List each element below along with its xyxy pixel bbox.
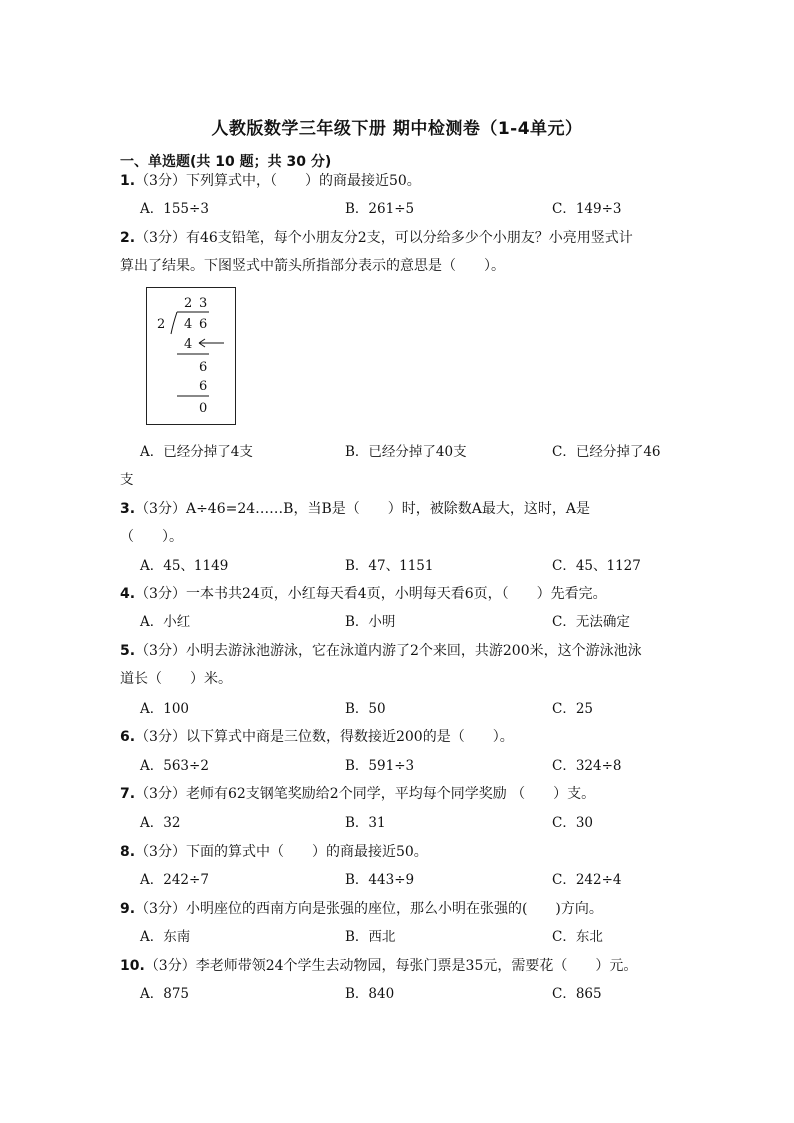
option-a: A．242÷7 bbox=[140, 872, 209, 888]
option-c: C．东北 bbox=[552, 929, 603, 945]
step3-digit: 6 bbox=[199, 379, 208, 394]
option-c: C．已经分掉了46 bbox=[552, 444, 661, 460]
question-3 bbox=[120, 499, 680, 519]
question-stem: （3分）下面的算式中（ ）的商最接近50。 bbox=[135, 844, 428, 860]
option-a: A．东南 bbox=[140, 929, 191, 945]
step2-digit: 6 bbox=[199, 360, 208, 375]
option-a: A．155÷3 bbox=[140, 201, 209, 217]
page-title: 人教版数学三年级下册 期中检测卷（1-4单元） bbox=[211, 119, 583, 139]
question-3-line-2: （ ）。 bbox=[120, 529, 183, 545]
option-b: B．小明 bbox=[345, 614, 396, 630]
question-stem: （3分）小明去游泳池游泳，它在泳道内游了2个来回，共游200米，这个游泳池泳 bbox=[135, 643, 642, 659]
dividend-digit-1: 4 bbox=[184, 317, 193, 332]
question-10 bbox=[120, 956, 680, 976]
quotient-digit-1: 2 bbox=[184, 296, 193, 311]
question-stem: （3分）下列算式中，（ ）的商最接近50。 bbox=[135, 173, 421, 189]
question-6 bbox=[120, 727, 680, 747]
step1-digit: 4 bbox=[184, 337, 193, 352]
remainder-digit: 0 bbox=[199, 401, 208, 416]
question-5-line-2: 道长（ ）米。 bbox=[120, 671, 232, 687]
option-b: B．591÷3 bbox=[345, 758, 415, 774]
option-a: A．小红 bbox=[140, 614, 191, 630]
division-bracket bbox=[171, 312, 177, 334]
option-b: B．西北 bbox=[345, 929, 396, 945]
option-b: B．47、1151 bbox=[345, 558, 434, 574]
question-2-line-2: 算出了结果。下图竖式中箭头所指部分表示的意思是（ ）。 bbox=[120, 258, 505, 274]
option-c: C．865 bbox=[552, 986, 602, 1002]
question-number: 7. bbox=[120, 786, 136, 802]
option-b: B．50 bbox=[345, 701, 386, 717]
option-c: C．45、1127 bbox=[552, 558, 641, 574]
dividend-digit-2: 6 bbox=[199, 317, 208, 332]
question-number: 5. bbox=[120, 643, 136, 659]
section-heading: 一、单选题(共 10 题；共 30 分) bbox=[120, 154, 332, 170]
divisor-digit: 2 bbox=[157, 317, 166, 332]
question-number: 2. bbox=[120, 230, 136, 246]
option-a: A．875 bbox=[140, 986, 190, 1002]
question-8 bbox=[120, 842, 680, 862]
option-c: C．242÷4 bbox=[552, 872, 622, 888]
option-a: A．已经分掉了4支 bbox=[140, 444, 253, 460]
question-2-option-wrap: 支 bbox=[120, 472, 134, 488]
question-stem: （3分）有46支铅笔，每个小朋友分2支，可以分给多少个小朋友？小亮用竖式计 bbox=[135, 230, 633, 246]
question-stem: （3分）李老师带领24个学生去动物园，每张门票是35元，需要花（ ）元。 bbox=[144, 958, 638, 974]
quotient-digit-2: 3 bbox=[199, 296, 208, 311]
question-number: 8. bbox=[120, 844, 136, 860]
long-division-figure bbox=[146, 287, 236, 425]
question-stem: （3分）小明座位的西南方向是张强的座位，那么小明在张强的( )方向。 bbox=[135, 901, 603, 917]
option-a: A．32 bbox=[140, 815, 181, 831]
question-stem: （3分）老师有62支钢笔奖励给2个同学，平均每个同学奖励 （ ）支。 bbox=[135, 786, 596, 802]
question-number: 10. bbox=[120, 958, 145, 974]
question-number: 3. bbox=[120, 501, 136, 517]
option-c: C．无法确定 bbox=[552, 614, 630, 630]
option-b: B．已经分掉了40支 bbox=[345, 444, 467, 460]
question-7 bbox=[120, 784, 680, 804]
option-b: B．840 bbox=[345, 986, 395, 1002]
option-a: A．45、1149 bbox=[140, 558, 229, 574]
option-a: A．100 bbox=[140, 701, 190, 717]
question-number: 1. bbox=[120, 173, 136, 189]
question-9 bbox=[120, 899, 680, 919]
option-c: C．324÷8 bbox=[552, 758, 622, 774]
question-number: 6. bbox=[120, 729, 136, 745]
option-c: C．30 bbox=[552, 815, 594, 831]
question-4 bbox=[120, 584, 680, 604]
question-stem: （3分）一本书共24页，小红每天看4页，小明每天看6页，（ ）先看完。 bbox=[135, 586, 607, 602]
option-b: B．31 bbox=[345, 815, 386, 831]
question-1 bbox=[120, 171, 680, 191]
question-number: 9. bbox=[120, 901, 136, 917]
question-number: 4. bbox=[120, 586, 136, 602]
option-c: C．149÷3 bbox=[552, 201, 622, 217]
long-division-svg bbox=[147, 288, 237, 426]
option-b: B．261÷5 bbox=[345, 201, 415, 217]
option-c: C．25 bbox=[552, 701, 594, 717]
question-stem: （3分）以下算式中商是三位数，得数接近200的是（ ）。 bbox=[135, 729, 514, 745]
option-a: A．563÷2 bbox=[140, 758, 209, 774]
option-b: B．443÷9 bbox=[345, 872, 415, 888]
question-2 bbox=[120, 228, 680, 248]
question-stem: （3分）A÷46=24……B，当B是（ ）时，被除数A最大，这时，A是 bbox=[135, 501, 590, 517]
question-5 bbox=[120, 641, 680, 661]
